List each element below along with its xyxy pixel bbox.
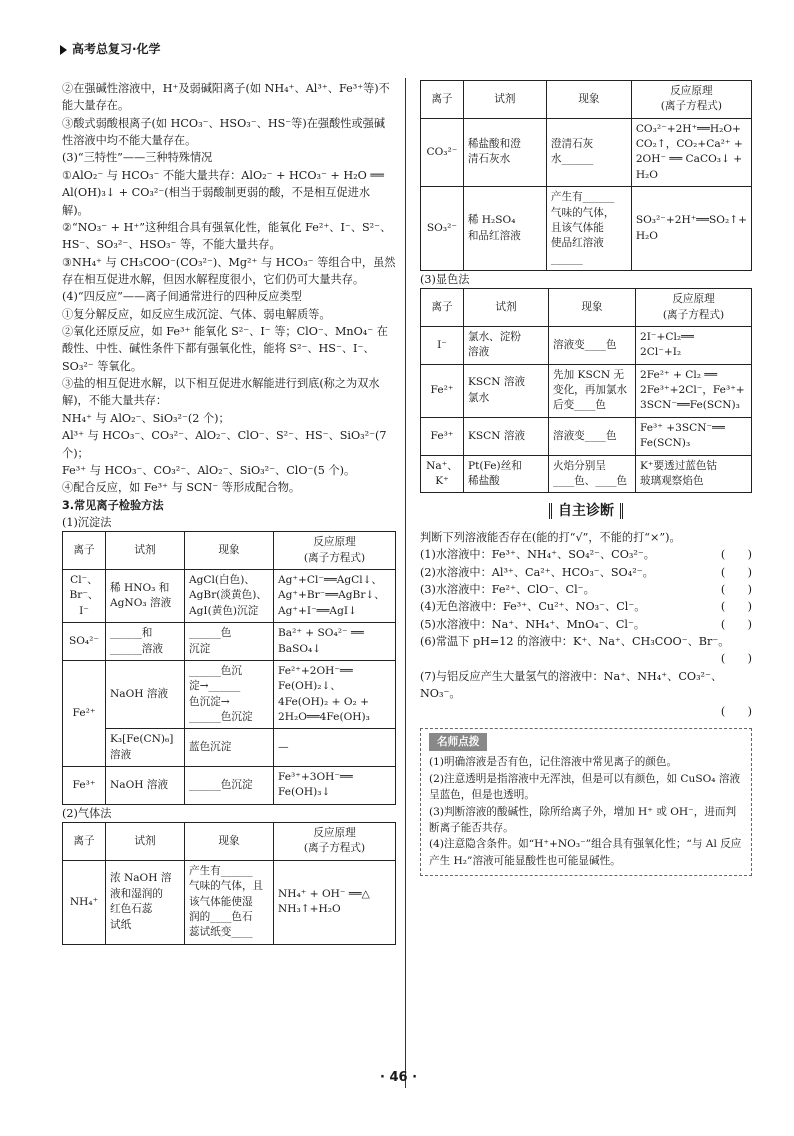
header-equation: 反应原理 (离子方程式) xyxy=(274,823,396,861)
cell-ion: NH₄⁺ xyxy=(63,860,106,944)
left-paragraph: Fe³⁺ 与 HCO₃⁻、CO₃²⁻、AlO₂⁻、SiO₃²⁻、ClO⁻(5 个)。 xyxy=(62,463,356,477)
cell-phen: 产生有______ 气味的气体， 且该气体能 使品红溶液 ______ xyxy=(546,187,631,271)
header-reagent: 试剂 xyxy=(106,823,185,861)
left-paragraph: ④配合反应，如 Fe³⁺ 与 SCN⁻ 等形成配合物。 xyxy=(62,481,301,495)
answer-blank: ( ) xyxy=(720,600,752,614)
page-header xyxy=(60,40,161,59)
question-text: (6)常温下 pH=12 的溶液中：K⁺、Na⁺、CH₃COO⁻、Br⁻。 xyxy=(420,635,730,649)
header-reagent: 试剂 xyxy=(106,532,185,570)
question-text: (2)水溶液中：Al³⁺、Ca²⁺、HCO₃⁻、SO₄²⁻。 xyxy=(420,565,654,579)
question-text: (1)水溶液中：Fe³⁺、NH₄⁺、SO₄²⁻、CO₃²⁻。 xyxy=(420,548,655,562)
header-reagent: 试剂 xyxy=(464,289,549,327)
left-paragraph: ②在强碱性溶液中，H⁺及弱碱阳离子(如 NH₄⁺、Al³⁺、Fe³⁺等)不能大量存在。 xyxy=(62,82,390,113)
cell-phen: ______色沉 淀→______ 色沉淀→ ______色沉淀 xyxy=(185,660,274,728)
cell-phen: 蓝色沉淀 xyxy=(185,729,274,767)
cell-eq: Fe³⁺ +3SCN⁻══ Fe(SCN)₃ xyxy=(636,417,752,455)
cell-reagent: Pt(Fe)丝和 稀盐酸 xyxy=(464,455,549,493)
gas-table-left xyxy=(62,822,396,945)
tip-item: (4)注意隐含条件。如“H⁺+NO₃⁻”组合具有强氧化性；“与 Al 反应产生 H₂”溶液可能显酸性也可能显碱性。 xyxy=(429,838,742,867)
header-equation: 反应原理 (离子方程式) xyxy=(636,289,752,327)
cell-reagent: KSCN 溶液 氯水 xyxy=(464,364,549,417)
question-item xyxy=(420,546,752,563)
cell-reagent: NaOH 溶液 xyxy=(106,767,185,805)
cell-ion: Fe²⁺ xyxy=(421,364,464,417)
question-item xyxy=(420,564,752,581)
table-header-row xyxy=(63,532,396,570)
gas-subtitle: (2)气体法 xyxy=(62,806,112,820)
cell-ion: Fe²⁺ xyxy=(63,660,106,766)
header-ion: 离子 xyxy=(421,81,464,119)
table-row xyxy=(63,729,396,767)
cell-ion: SO₃²⁻ xyxy=(421,187,464,271)
cell-eq: 2I⁻+Cl₂══ 2Cl⁻+I₂ xyxy=(636,327,752,365)
table-row xyxy=(63,860,396,944)
header-title: 高考总复习·化学 xyxy=(72,42,161,56)
tips-list xyxy=(429,754,743,869)
answer-blank: ( ) xyxy=(720,704,752,718)
cell-ion: Fe³⁺ xyxy=(421,417,464,455)
header-ion: 离子 xyxy=(63,532,106,570)
table-header-row xyxy=(63,823,396,861)
left-paragraph: ①复分解反应，如反应生成沉淀、气体、弱电解质等。 xyxy=(62,307,331,321)
cell-eq: Fe³⁺+3OH⁻══ Fe(OH)₃↓ xyxy=(274,767,396,805)
table-row xyxy=(421,327,752,365)
diagnosis-title: 自主诊断 xyxy=(420,501,752,523)
cell-reagent: 稀 HNO₃ 和 AgNO₃ 溶液 xyxy=(106,570,185,623)
table-row xyxy=(421,455,752,493)
header-ion: 离子 xyxy=(63,823,106,861)
cell-eq: NH₄⁺ + OH⁻ ══△ NH₃↑+H₂O xyxy=(274,860,396,944)
color-subtitle: (3)显色法 xyxy=(420,272,470,286)
cell-phen: 产生有______ 气味的气体，且 该气体能使湿 润的____色石 蕊试纸变____ xyxy=(185,860,274,944)
header-phenomenon: 现象 xyxy=(549,289,636,327)
table-header-row xyxy=(421,81,752,119)
question-text: (7)与铝反应产生大量氢气的溶液中：Na⁺、NH₄⁺、CO₃²⁻、NO₃⁻。 xyxy=(420,669,723,701)
table-row xyxy=(421,118,752,186)
header-phenomenon: 现象 xyxy=(185,823,274,861)
cell-phen: 先加 KSCN 无 变化，再加氯水 后变____色 xyxy=(549,364,636,417)
triangle-icon xyxy=(60,45,67,55)
cell-eq: — xyxy=(274,729,396,767)
table-row xyxy=(63,660,396,728)
cell-ion: I⁻ xyxy=(421,327,464,365)
answer-blank: ( ) xyxy=(720,565,752,579)
tips-title: 名师点拨 xyxy=(429,733,487,751)
cell-phen: ______色 沉淀 xyxy=(185,623,274,661)
right-column xyxy=(420,80,752,876)
cell-ion: Cl⁻、 Br⁻、 I⁻ xyxy=(63,570,106,623)
cell-reagent: KSCN 溶液 xyxy=(464,417,549,455)
table-row xyxy=(63,570,396,623)
cell-phen: AgCl(白色)、 AgBr(淡黄色)、AgI(黄色)沉淀 xyxy=(185,570,274,623)
question-list xyxy=(420,546,752,720)
answer-blank: ( ) xyxy=(720,548,752,562)
table-row xyxy=(421,187,752,271)
header-reagent: 试剂 xyxy=(463,81,546,119)
header-equation: 反应原理 (离子方程式) xyxy=(631,81,751,119)
cell-reagent: 氯水、淀粉 溶液 xyxy=(464,327,549,365)
left-paragraph: Al³⁺ 与 HCO₃⁻、CO₃²⁻、AlO₂⁻、ClO⁻、S²⁻、HS⁻、SiO₃²⁻(7 个)； xyxy=(62,429,387,460)
tip-item: (2)注意透明是指溶液中无浑浊，但是可以有颜色，如 CuSO₄ 溶液呈蓝色，但是也透明。 xyxy=(429,772,741,802)
answer-blank: ( ) xyxy=(720,652,752,666)
cell-eq: Ag⁺+Cl⁻══AgCl↓、 Ag⁺+Br⁻══AgBr↓、 Ag⁺+I⁻══AgI↓ xyxy=(274,570,396,623)
cell-phen: ______色沉淀 xyxy=(185,767,274,805)
left-paragraph: (4)“四反应”——离子间通常进行的四种反应类型 xyxy=(62,290,302,304)
diagnosis-intro: 判断下列溶液能否存在(能的打“√”，不能的打“×”)。 xyxy=(420,530,681,544)
left-paragraph: NH₄⁺ 与 AlO₂⁻、SiO₃²⁻(2 个)； xyxy=(62,411,230,425)
left-paragraph: (3)“三特性”——三种特殊情况 xyxy=(62,151,213,165)
header-ion: 离子 xyxy=(421,289,464,327)
cell-eq: Ba²⁺ + SO₄²⁻ ══ BaSO₄↓ xyxy=(274,623,396,661)
cell-reagent: ______和 ______溶液 xyxy=(106,623,185,661)
cell-eq: 2Fe²⁺ + Cl₂ ══ 2Fe³⁺+2Cl⁻，Fe³⁺+ 3SCN⁻══Fe(SCN)₃ xyxy=(636,364,752,417)
table-row xyxy=(421,417,752,455)
question-item xyxy=(420,616,752,633)
cell-ion: Fe³⁺ xyxy=(63,767,106,805)
cell-ion: SO₄²⁻ xyxy=(63,623,106,661)
left-paragraph: ③酸式弱酸根离子(如 HCO₃⁻、HSO₃⁻、HS⁻等)在强酸性或强碱性溶液中均不能大量存在。 xyxy=(62,116,386,148)
header-phenomenon: 现象 xyxy=(546,81,631,119)
page-number: · 46 · xyxy=(380,1070,418,1085)
header-phenomenon: 现象 xyxy=(185,532,274,570)
tip-item: (3)判断溶液的酸碱性，除所给离子外，增加 H⁺ 或 OH⁻，进而判断离子能否共存。 xyxy=(429,805,737,834)
cell-phen: 溶液变____色 xyxy=(549,327,636,365)
left-paragraph: ②“NO₃⁻ + H⁺”这种组合具有强氧化性，能氧化 Fe²⁺、I⁻、S²⁻、HS⁻、SO₃²⁻、HSO₃⁻ 等，不能大量共存。 xyxy=(62,220,392,252)
cell-phen: 澄清石灰 水______ xyxy=(546,118,631,186)
cell-reagent: NaOH 溶液 xyxy=(106,660,185,728)
answer-blank: ( ) xyxy=(720,617,752,631)
section-3-title: 3.常见离子检验方法 xyxy=(62,498,164,512)
cell-eq: SO₃²⁻+2H⁺══SO₂↑+ H₂O xyxy=(631,187,751,271)
header-equation: 反应原理 (离子方程式) xyxy=(274,532,396,570)
cell-ion: Na⁺、 K⁺ xyxy=(421,455,464,493)
precip-subtitle: (1)沉淀法 xyxy=(62,515,112,529)
answer-blank: ( ) xyxy=(720,583,752,597)
cell-ion: CO₃²⁻ xyxy=(421,118,464,186)
left-paragraph: ③盐的相互促进水解，以下相互促进水解能进行到底(称之为双水解)，不能大量共存： xyxy=(62,377,380,408)
cell-phen: 火焰分别呈 ____色、____色 xyxy=(549,455,636,493)
left-paragraph: ③NH₄⁺ 与 CH₃COO⁻(CO₃²⁻)、Mg²⁺ 与 HCO₃⁻ 等组合中，虽然存在相互促进水解，但因水解程度很小，它们仍可大量共存。 xyxy=(62,255,396,286)
question-text: (4)无色溶液中：Fe³⁺、Cu²⁺、NO₃⁻、Cl⁻。 xyxy=(420,600,646,614)
question-text: (5)水溶液中：Na⁺、NH₄⁺、MnO₄⁻、Cl⁻。 xyxy=(420,617,646,631)
cell-eq: Fe²⁺+2OH⁻══ Fe(OH)₂↓、 4Fe(OH)₂ + O₂ + 2H₂O══4Fe(OH)₃ xyxy=(274,660,396,728)
table-row xyxy=(63,623,396,661)
precip-table xyxy=(62,531,396,804)
cell-reagent: K₃[Fe(CN)₆] 溶液 xyxy=(106,729,185,767)
question-item xyxy=(420,598,752,615)
cell-eq: K⁺要透过蓝色钴 玻璃观察焰色 xyxy=(636,455,752,493)
tips-box xyxy=(420,728,752,876)
cell-reagent: 稀盐酸和澄 清石灰水 xyxy=(463,118,546,186)
cell-phen: 溶液变____色 xyxy=(549,417,636,455)
color-table xyxy=(420,288,752,493)
gas-table-right xyxy=(420,80,752,271)
table-row xyxy=(63,767,396,805)
tip-item: (1)明确溶液是否有色，记住溶液中常见离子的颜色。 xyxy=(429,756,678,769)
question-text: (3)水溶液中：Fe²⁺、ClO⁻、Cl⁻。 xyxy=(420,583,595,597)
left-paragraphs xyxy=(62,80,396,497)
left-column xyxy=(62,80,396,945)
question-item xyxy=(420,581,752,598)
table-header-row xyxy=(421,289,752,327)
question-item xyxy=(420,633,752,668)
question-item xyxy=(420,668,752,720)
cell-reagent: 稀 H₂SO₄ 和品红溶液 xyxy=(463,187,546,271)
table-row xyxy=(421,364,752,417)
left-paragraph: ②氧化还原反应，如 Fe³⁺ 能氧化 S²⁻、I⁻ 等；ClO⁻、MnO₄⁻ 在酸性、中性、碱性条件下都有强氧化性，能将 S²⁻、HS⁻、I⁻、SO₃²⁻ 等氧化。 xyxy=(62,325,388,373)
cell-reagent: 浓 NaOH 溶 液和湿润的 红色石蕊 试纸 xyxy=(106,860,185,944)
column-divider xyxy=(405,78,406,1088)
cell-eq: CO₃²⁻+2H⁺══H₂O+ CO₂↑，CO₂+Ca²⁺ + 2OH⁻ ══ CaCO₃↓ + H₂O xyxy=(631,118,751,186)
left-paragraph: ①AlO₂⁻ 与 HCO₃⁻ 不能大量共存：AlO₂⁻ + HCO₃⁻ + H₂O ══ Al(OH)₃↓ + CO₃²⁻(相当于弱酸制更弱的酸，不是相互促进水解)。 xyxy=(62,168,384,217)
